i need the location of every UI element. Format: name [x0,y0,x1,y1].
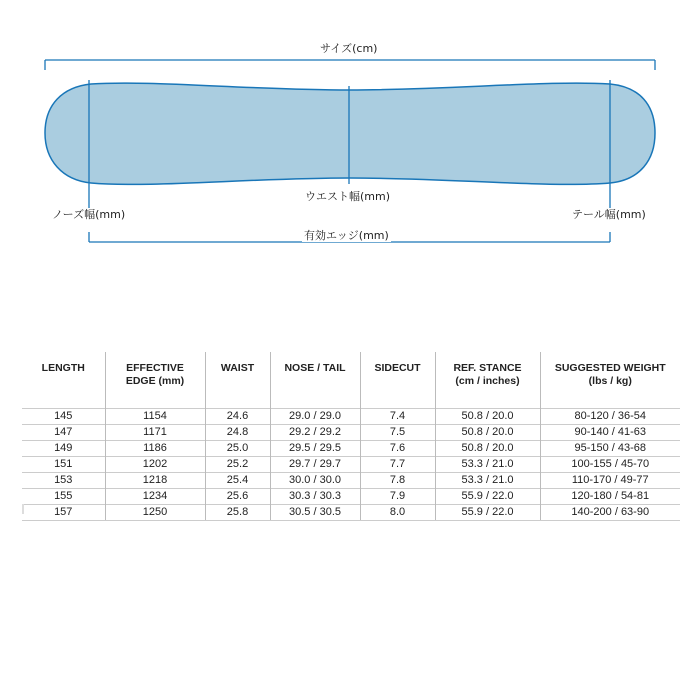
cell-sidecut: 7.6 [360,440,435,456]
table-header-row [22,352,680,408]
cell-ref-stance: 50.8 / 20.0 [435,408,540,424]
cell-nose-tail: 30.3 / 30.3 [270,488,360,504]
cell-length: 153 [22,472,105,488]
cell-ref-stance: 53.3 / 21.0 [435,456,540,472]
cell-waist: 25.6 [205,488,270,504]
header-waist: WAIST [205,352,270,408]
cell-effective-edge: 1218 [105,472,205,488]
cell-length: 155 [22,488,105,504]
waist-width-label: ウエスト幅(mm) [305,190,391,203]
cell-nose-tail: 29.5 / 29.5 [270,440,360,456]
cell-waist: 24.6 [205,408,270,424]
cell-suggested-weight: 90-140 / 41-63 [540,424,680,440]
cell-waist: 25.4 [205,472,270,488]
cell-effective-edge: 1250 [105,504,205,520]
cell-ref-stance: 50.8 / 20.0 [435,440,540,456]
cell-waist: 24.8 [205,424,270,440]
cell-sidecut: 7.7 [360,456,435,472]
cell-ref-stance: 55.9 / 22.0 [435,488,540,504]
board-outline-svg [0,0,700,260]
tail-width-label: テール幅(mm) [572,208,646,221]
cell-ref-stance: 55.9 / 22.0 [435,504,540,520]
cell-nose-tail: 30.0 / 30.0 [270,472,360,488]
cell-effective-edge: 1186 [105,440,205,456]
snowboard-shape [45,83,655,184]
table-row [22,408,680,424]
cell-nose-tail: 29.2 / 29.2 [270,424,360,440]
cell-length: 149 [22,440,105,456]
cell-waist: 25.0 [205,440,270,456]
cell-waist: 25.8 [205,504,270,520]
effective-edge-label: 有効エッジ(mm) [304,229,389,242]
spec-table [22,352,680,521]
cell-suggested-weight: 95-150 / 43-68 [540,440,680,456]
cell-length: 145 [22,408,105,424]
table-row [22,440,680,456]
cell-sidecut: 7.8 [360,472,435,488]
header-nose-tail: NOSE / TAIL [270,352,360,408]
cell-length: 157 [22,504,105,520]
header-length: LENGTH [22,352,105,408]
cell-effective-edge: 1154 [105,408,205,424]
cell-ref-stance: 50.8 / 20.0 [435,424,540,440]
cell-suggested-weight: 140-200 / 63-90 [540,504,680,520]
table-row [22,472,680,488]
cell-length: 147 [22,424,105,440]
cell-nose-tail: 30.5 / 30.5 [270,504,360,520]
cell-suggested-weight: 110-170 / 49-77 [540,472,680,488]
header-sidecut: SIDECUT [360,352,435,408]
cell-suggested-weight: 120-180 / 54-81 [540,488,680,504]
board-diagram [0,0,700,260]
cell-suggested-weight: 80-120 / 36-54 [540,408,680,424]
table-row [22,488,680,504]
cell-effective-edge: 1234 [105,488,205,504]
header-suggested-weight: SUGGESTED WEIGHT (lbs / kg) [554,362,666,387]
header-effective-edge: EFFECTIVE EDGE (mm) [105,352,205,408]
cell-suggested-weight: 100-155 / 45-70 [540,456,680,472]
cell-sidecut: 7.4 [360,408,435,424]
cell-sidecut: 7.5 [360,424,435,440]
table-body [22,408,680,520]
cell-nose-tail: 29.0 / 29.0 [270,408,360,424]
left-edge-mark [22,504,24,514]
header-ref-stance: REF. STANCE (cm / inches) [435,352,540,408]
size-label: サイズ(cm) [320,42,378,55]
nose-width-label: ノーズ幅(mm) [52,208,126,221]
cell-nose-tail: 29.7 / 29.7 [270,456,360,472]
cell-waist: 25.2 [205,456,270,472]
table-row [22,424,680,440]
cell-effective-edge: 1202 [105,456,205,472]
cell-sidecut: 8.0 [360,504,435,520]
table-row [22,504,680,520]
cell-effective-edge: 1171 [105,424,205,440]
cell-sidecut: 7.9 [360,488,435,504]
cell-ref-stance: 53.3 / 21.0 [435,472,540,488]
cell-length: 151 [22,456,105,472]
table-row [22,456,680,472]
